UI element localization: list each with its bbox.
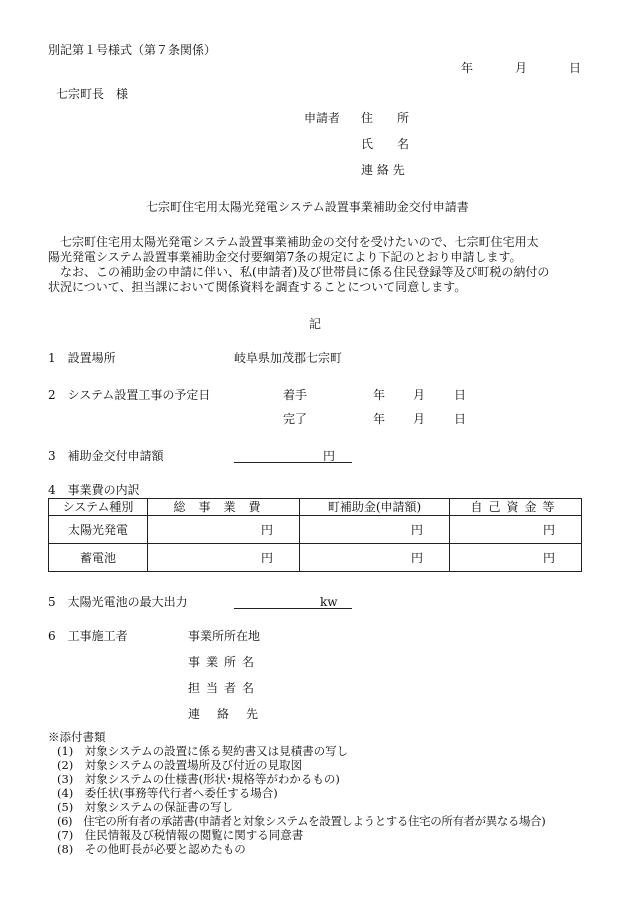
row-type: 蓄電池 xyxy=(49,544,148,572)
amount-label: 3 補助金交付申請額 xyxy=(48,449,164,463)
max-output-label: 5 太陽光電池の最大出力 xyxy=(48,595,188,609)
schedule-start-label: 着手 xyxy=(283,388,308,402)
schedule-end-year: 年 xyxy=(373,412,386,426)
amount-unit: 円 xyxy=(323,449,336,463)
schedule-label: 2 システム設置工事の予定日 xyxy=(48,388,211,402)
row-type: 太陽光発電 xyxy=(49,516,148,544)
schedule-end-day: 日 xyxy=(454,412,467,426)
applicant-label: 申請者 xyxy=(304,111,341,125)
list-item: (7) 住民情報及び税情報の閲覧に関する同意書 xyxy=(57,828,304,842)
list-item: (6) 住宅の所有者の承諾書(申請者と対象システムを設置しようとする住宅の所有者が異なる場合) xyxy=(57,814,546,828)
schedule-start-month: 月 xyxy=(413,388,426,402)
date-day: 日 xyxy=(569,61,582,75)
list-item: (1) 対象システムの設置に係る契約書又は見積書の写し xyxy=(57,744,349,758)
attachments-heading: ※添付書類 xyxy=(48,730,106,744)
cell-subsidy[interactable]: 円 xyxy=(300,544,450,572)
cell-total[interactable]: 円 xyxy=(148,516,300,544)
body-line-1: 七宗町住宅用太陽光発電システム設置事業補助金の交付を受けたいので、七宗町住宅用太 xyxy=(60,235,539,249)
table-row xyxy=(49,544,582,572)
header-subsidy: 町補助金(申請額) xyxy=(300,499,450,516)
contractor-contact: 連絡先 xyxy=(188,707,276,721)
body-line-3: なお、この補助金の申請に伴い、私(申請者)及び世帯員に係る住民登録等及び町税の納付の xyxy=(60,265,550,279)
date-month: 月 xyxy=(515,61,528,75)
cell-total[interactable]: 円 xyxy=(148,544,300,572)
cost-table-header xyxy=(49,499,582,516)
schedule-start-day: 日 xyxy=(454,388,467,402)
addressee: 七宗町長 様 xyxy=(56,87,129,101)
contractor-label: 6 工事施工者 xyxy=(48,629,128,643)
list-item: (2) 対象システムの設置場所及び付近の見取図 xyxy=(57,758,303,772)
body-line-2: 陽光発電システム設置事業補助金交付要綱第7条の規定により下記のとおり申請します。 xyxy=(48,250,522,264)
list-item: (5) 対象システムの保証書の写し xyxy=(57,800,234,814)
list-item: (3) 対象システムの仕様書(形状･規格等がわかるもの) xyxy=(57,772,340,786)
schedule-start-year: 年 xyxy=(373,388,386,402)
body-line-4: 状況について、担当課において関係資料を調査することについて同意します。 xyxy=(48,280,467,294)
breakdown-label: 4 事業費の内訳 xyxy=(48,483,140,497)
table-row xyxy=(49,516,582,544)
contractor-office-address: 事業所所在地 xyxy=(188,629,261,643)
schedule-end-label: 完了 xyxy=(283,412,308,426)
contractor-office-name: 事業所名 xyxy=(188,655,261,669)
location-label: 1 設置場所 xyxy=(48,351,116,365)
form-number: 別記第１号様式（第７条関係） xyxy=(48,43,217,57)
cell-own[interactable]: 円 xyxy=(450,544,582,572)
applicant-contact-label: 連 絡 先 xyxy=(361,163,405,177)
header-own-funds: 自己資金等 xyxy=(450,499,582,516)
list-item: (8) その他町長が必要と認めたもの xyxy=(57,842,246,856)
applicant-address-label: 住 所 xyxy=(361,111,410,125)
ki-heading: 記 xyxy=(309,317,322,331)
header-system-type: システム種別 xyxy=(49,499,148,516)
document-title: 七宗町住宅用太陽光発電システム設置事業補助金交付申請書 xyxy=(146,200,469,214)
cost-table xyxy=(48,498,582,572)
list-item: (4) 委任状(事務等代行者へ委任する場合) xyxy=(57,786,278,800)
cell-own[interactable]: 円 xyxy=(450,516,582,544)
schedule-end-month: 月 xyxy=(413,412,426,426)
max-output-unit: kw xyxy=(320,595,338,609)
cell-subsidy[interactable]: 円 xyxy=(300,516,450,544)
contractor-person: 担当者名 xyxy=(188,681,261,695)
applicant-name-label: 氏 名 xyxy=(361,137,410,151)
header-total-cost: 総事業費 xyxy=(148,499,300,516)
date-year: 年 xyxy=(461,61,474,75)
location-value: 岐阜県加茂郡七宗町 xyxy=(234,351,343,365)
